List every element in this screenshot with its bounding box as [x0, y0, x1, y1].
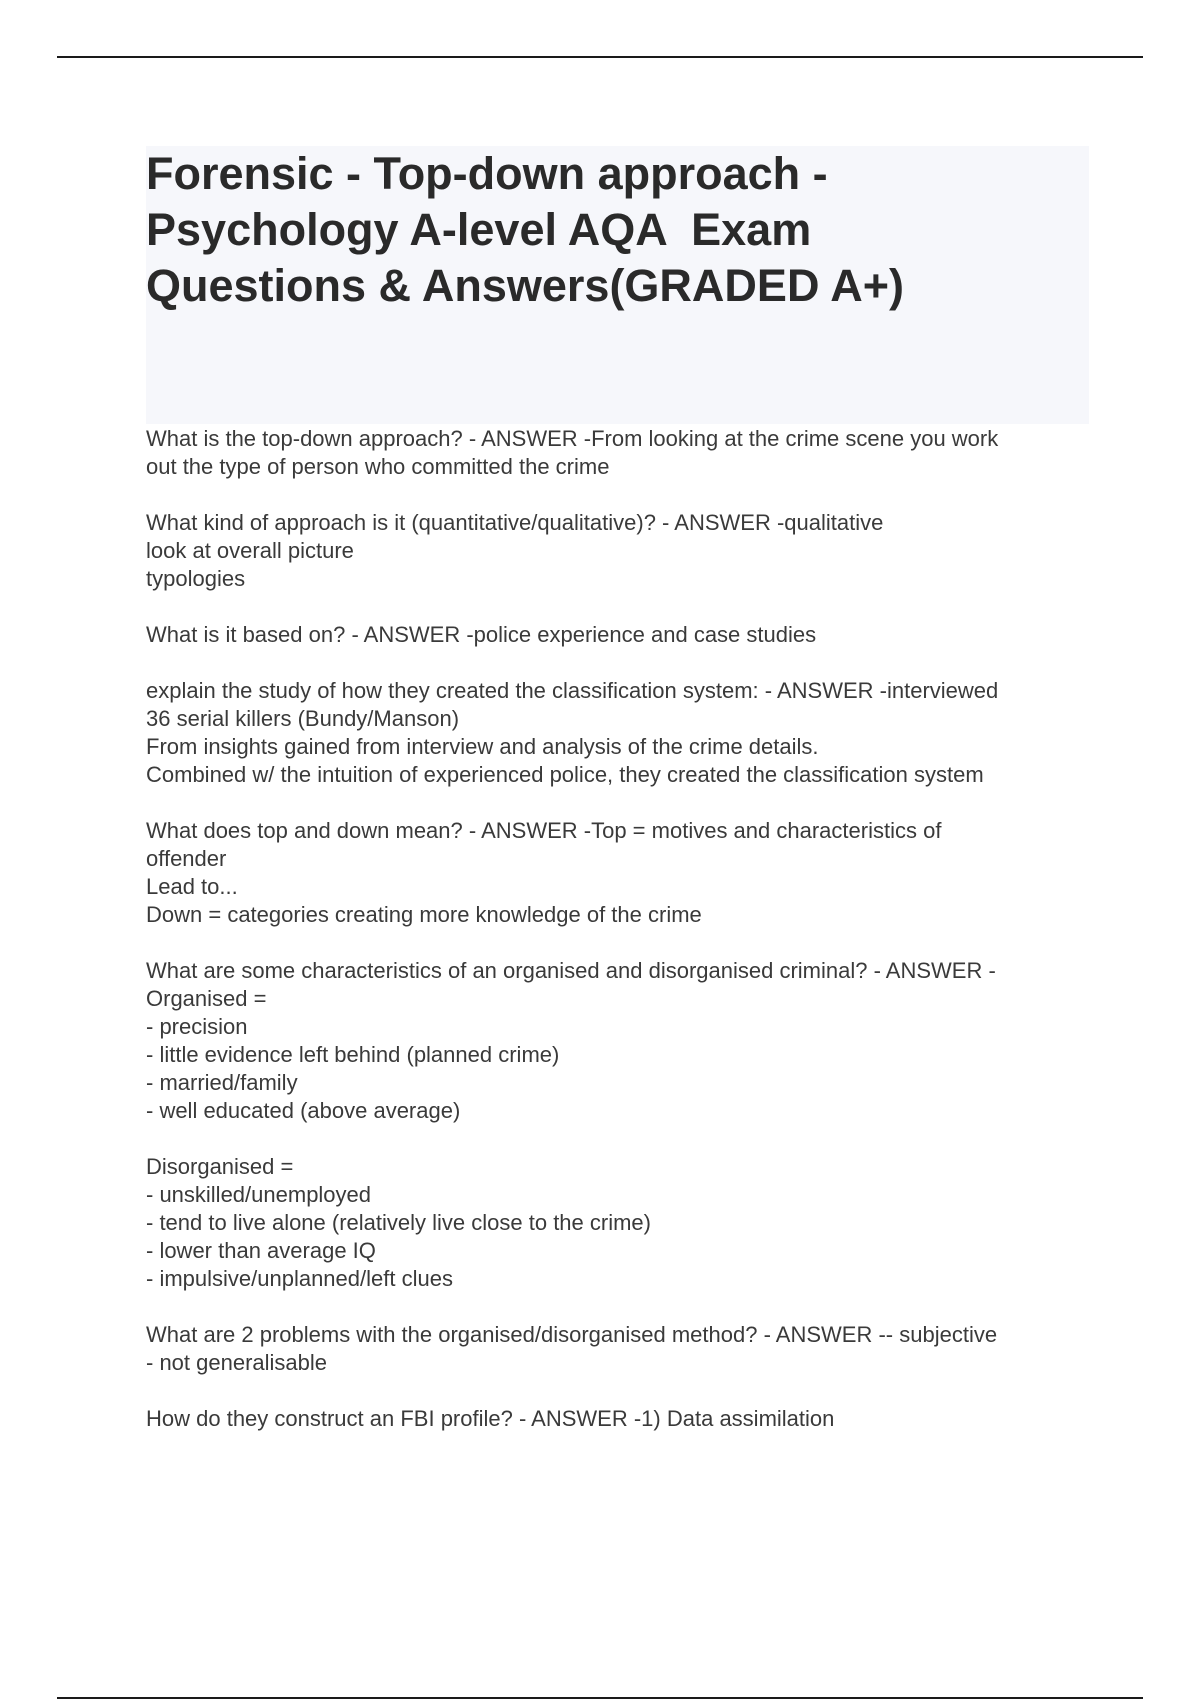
title-block	[146, 146, 1089, 424]
qa-line: - well educated (above average)	[146, 1098, 461, 1123]
qa-block	[146, 957, 1096, 1125]
qa-block	[146, 425, 1096, 481]
qa-line: What is the top-down approach? - ANSWER -From looking at the crime scene you work	[146, 426, 999, 451]
qa-line: - impulsive/unplanned/left clues	[146, 1266, 453, 1291]
qa-line: - unskilled/unemployed	[146, 1182, 372, 1207]
qa-line: out the type of person who committed the crime	[146, 454, 610, 479]
qa-line: What does top and down mean? - ANSWER -Top = motives and characteristics of	[146, 818, 942, 843]
qa-line: - precision	[146, 1014, 248, 1039]
qa-line: - not generalisable	[146, 1350, 328, 1375]
title-line: Questions & Answers(GRADED A+)	[146, 260, 905, 311]
qa-line: - married/family	[146, 1070, 298, 1095]
qa-block	[146, 1153, 1096, 1293]
qa-content	[146, 425, 1096, 1461]
qa-line: - tend to live alone (relatively live close to the crime)	[146, 1210, 651, 1235]
qa-line: - lower than average IQ	[146, 1238, 376, 1263]
footer-rule	[57, 1697, 1143, 1699]
qa-line: What is it based on? - ANSWER -police experience and case studies	[146, 622, 817, 647]
qa-line: Down = categories creating more knowledge of the crime	[146, 902, 702, 927]
qa-line: look at overall picture	[146, 538, 354, 563]
title-line: Psychology A-level AQA Exam	[146, 204, 812, 255]
qa-line: typologies	[146, 566, 246, 591]
qa-block	[146, 677, 1096, 789]
title-line: Forensic - Top-down approach -	[146, 148, 828, 199]
qa-block	[146, 509, 1096, 593]
qa-line: Combined w/ the intuition of experienced police, they created the classification system	[146, 762, 984, 787]
qa-block	[146, 1405, 1096, 1433]
qa-line: offender	[146, 846, 227, 871]
qa-line: Organised =	[146, 986, 267, 1011]
qa-line: - little evidence left behind (planned crime)	[146, 1042, 560, 1067]
header-rule	[57, 56, 1143, 58]
qa-block	[146, 621, 1096, 649]
document-title	[146, 146, 1089, 314]
qa-block	[146, 817, 1096, 929]
qa-block	[146, 1321, 1096, 1377]
qa-line: Lead to...	[146, 874, 238, 899]
qa-line: Disorganised =	[146, 1154, 294, 1179]
qa-line: What kind of approach is it (quantitative/qualitative)? - ANSWER -qualitative	[146, 510, 884, 535]
qa-line: What are 2 problems with the organised/disorganised method? - ANSWER -- subjective	[146, 1322, 998, 1347]
qa-line: How do they construct an FBI profile? - ANSWER -1) Data assimilation	[146, 1406, 835, 1431]
qa-line: What are some characteristics of an organised and disorganised criminal? - ANSWER -	[146, 958, 996, 983]
qa-line: explain the study of how they created the classification system: - ANSWER -interviewed	[146, 678, 999, 703]
qa-line: From insights gained from interview and analysis of the crime details.	[146, 734, 819, 759]
qa-line: 36 serial killers (Bundy/Manson)	[146, 706, 460, 731]
